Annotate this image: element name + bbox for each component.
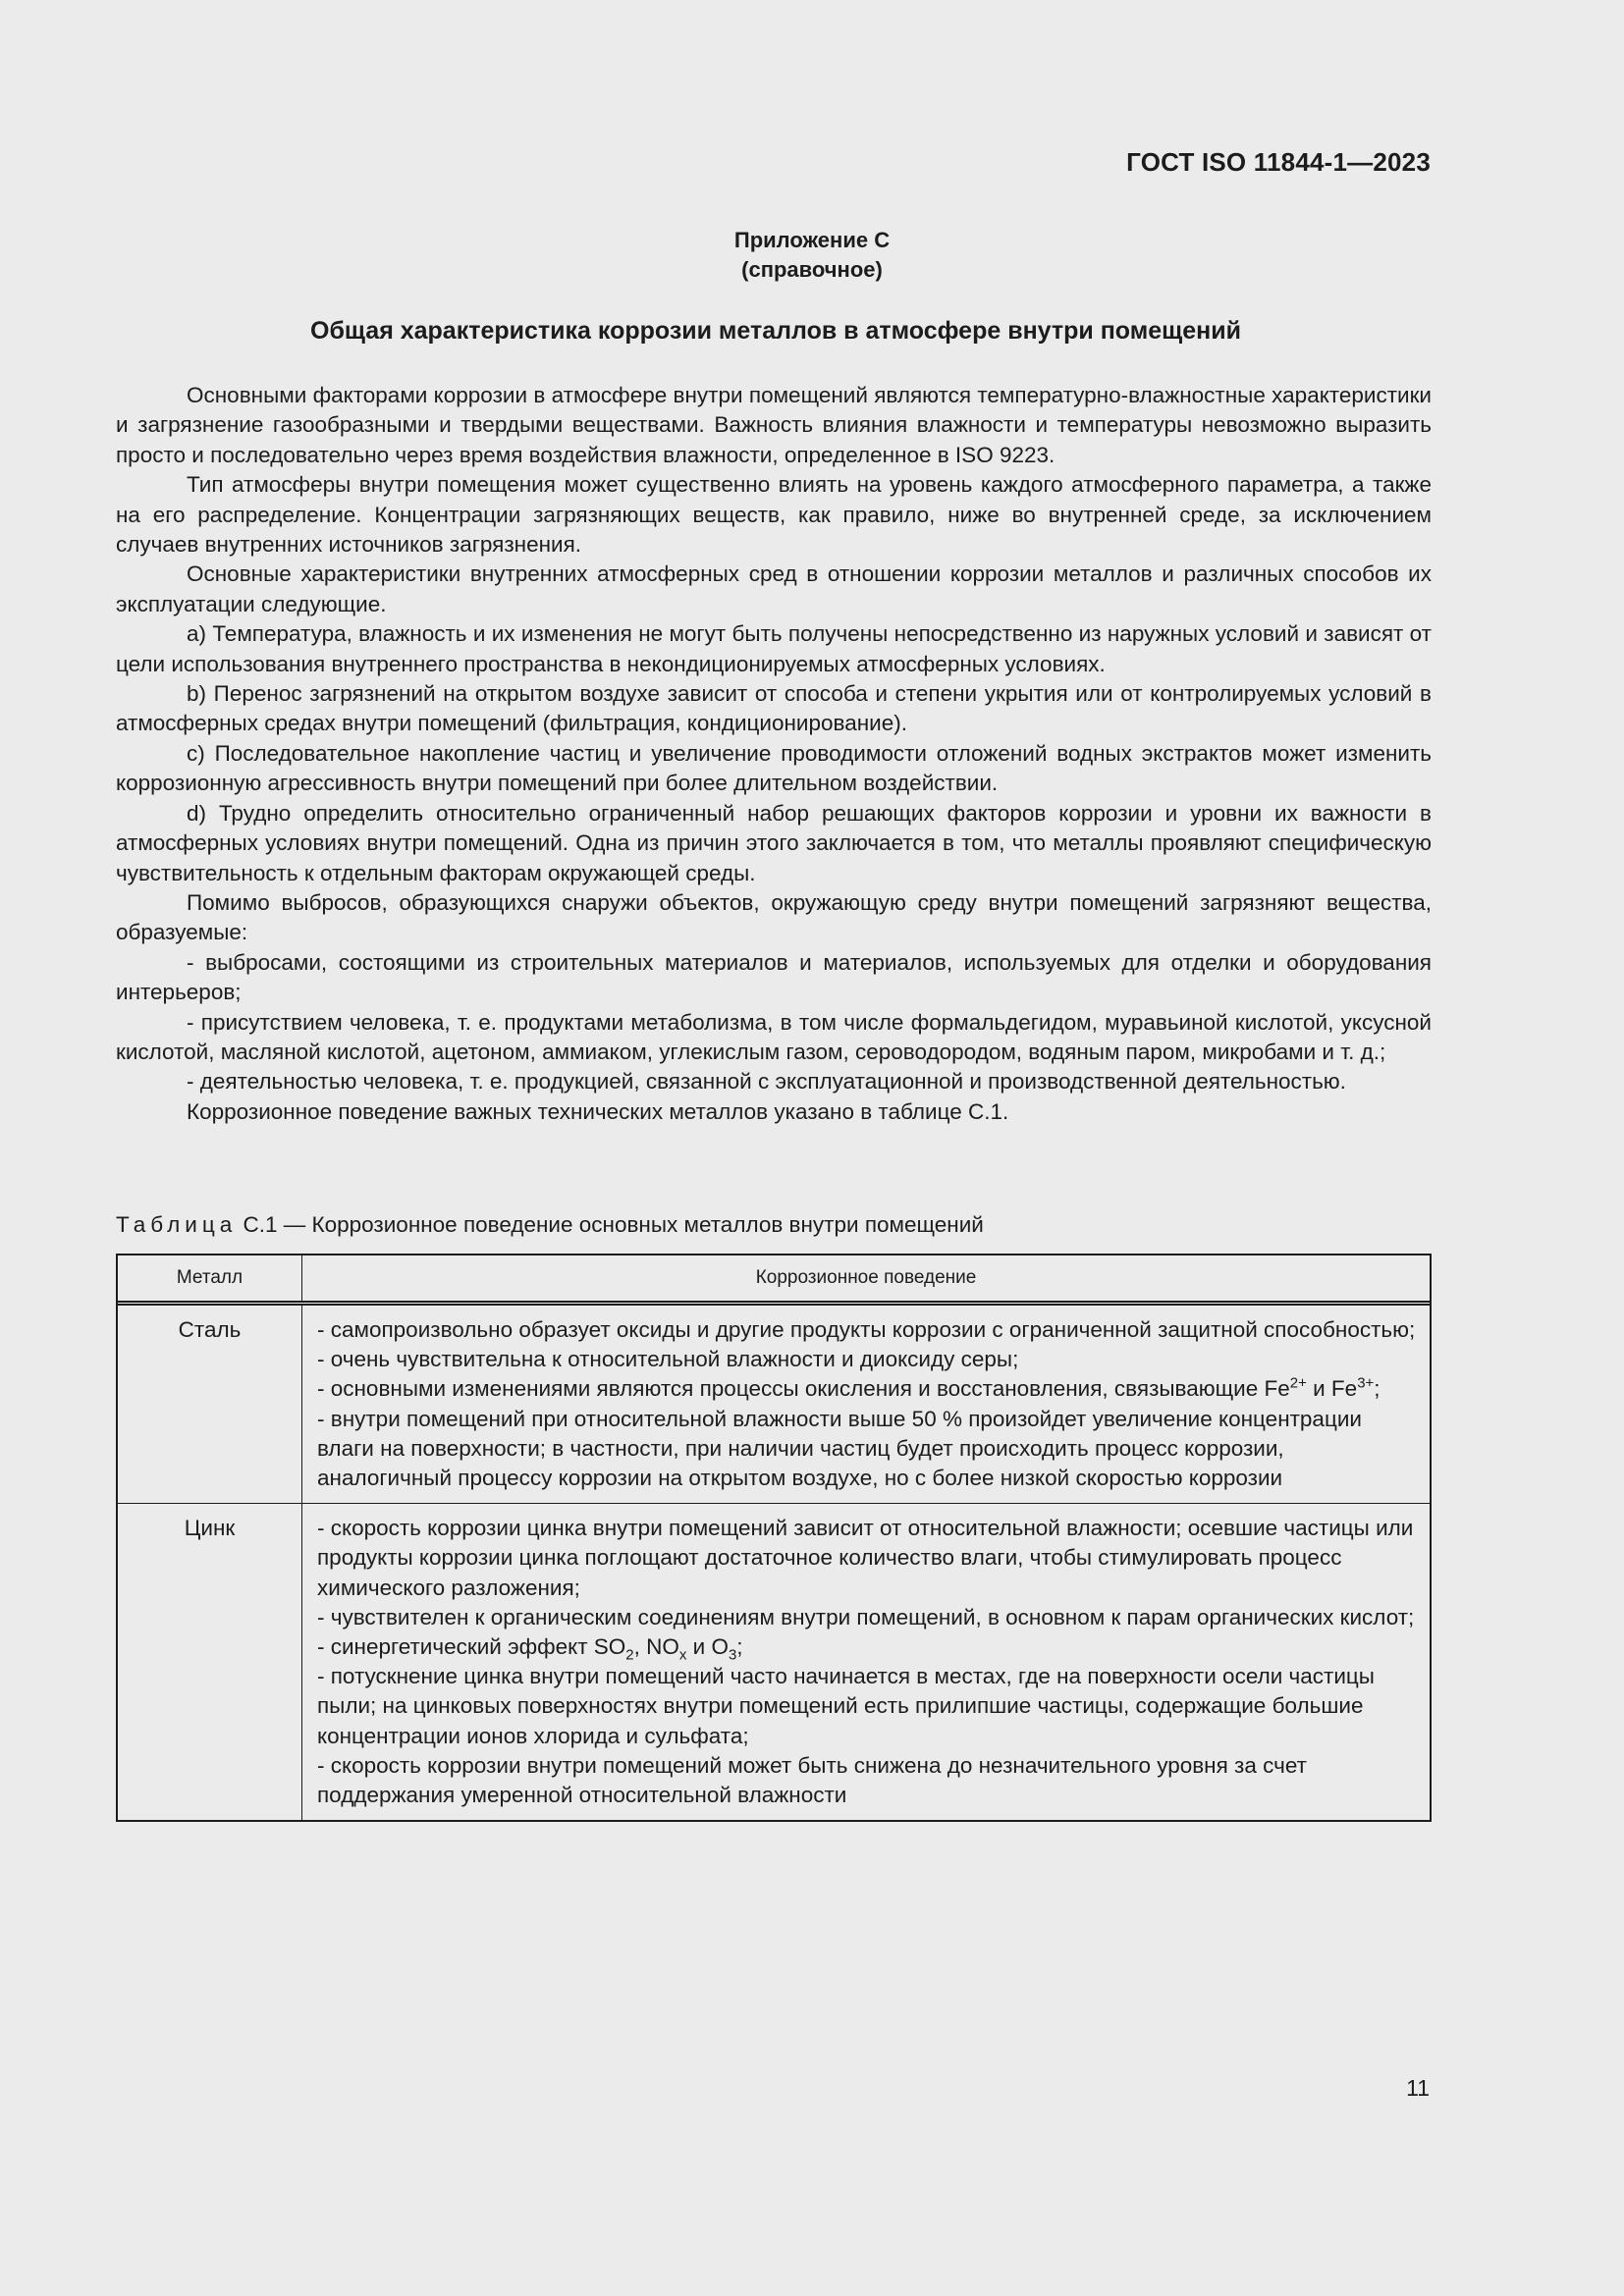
table-caption [116, 1212, 984, 1238]
appendix-heading [0, 226, 1624, 285]
behavior-line [317, 1374, 1416, 1404]
table-header-row [118, 1255, 1430, 1306]
behavior-line [317, 1632, 1416, 1662]
table-caption-text: С.1 — Коррозионное поведение основных металлов внутри помещений [243, 1212, 984, 1237]
behavior-text: - основными изменениями являются процессы окисления и восстановления, связывающие Fe [317, 1376, 1290, 1402]
header-metal: Металл [118, 1255, 302, 1301]
subscript: x [678, 1646, 687, 1664]
appendix-type: (справочное) [741, 257, 883, 282]
behavior-line: - скорость коррозии внутри помещений может быть снижена до незначительного уровня за счет поддержания умеренной относительной влажности [317, 1752, 1307, 1808]
behavior-line: - внутри помещений при относительной влажности выше 50 % произойдет увеличение концентрации влаги на поверхности; в частности, при наличии частиц будет происходить процесс коррозии, аналогичный процессу коррозии на открытом воздухе, но с более низкой скоростью коррозии [317, 1406, 1362, 1491]
behavior-line: - очень чувствительна к относительной влажности и диоксиду серы; [317, 1347, 1019, 1372]
behavior-text: ; [1374, 1376, 1380, 1402]
list-item: - выбросами, состоящими из строительных материалов и материалов, используемых для отделки и оборудования интерьеров; [116, 949, 1432, 1005]
cell-metal-zinc: Цинк [118, 1504, 302, 1820]
behavior-text: ; [736, 1634, 743, 1660]
cell-metal-steel: Сталь [118, 1306, 302, 1503]
table-row-zinc [118, 1503, 1430, 1820]
paragraph: Коррозионное поведение важных технических металлов указано в таблице С.1. [187, 1098, 1009, 1124]
header-behavior: Коррозионное поведение [755, 1267, 977, 1288]
paragraph-item-d: d) Трудно определить относительно ограниченный набор решающих факторов коррозии и уровни их важности в атмосферных условиях внутри помещений. Одна из причин этого заключается в том, что металлы проявляют специфическую чувствительность к отдельным факторам окружающей среды. [116, 800, 1432, 885]
cell-behavior-steel [302, 1306, 1430, 1503]
subscript: 3 [728, 1646, 737, 1664]
behavior-text: и Fe [1306, 1376, 1358, 1402]
paragraph-item-c: с) Последовательное накопление частиц и увеличение проводимости отложений водных экстрактов может изменить коррозионную агрессивность внутри помещений при более длительном воздействии. [116, 740, 1432, 796]
behavior-line: - потускнение цинка внутри помещений часто начинается в местах, где на поверхности осели частицы пыли; на цинковых поверхностях внутри помещений есть прилипшие частицы, содержащие большие концентрации ионов хлорида и сульфата; [317, 1664, 1375, 1748]
behavior-line: - скорость коррозии цинка внутри помещений зависит от относительной влажности; осевшие частицы или продукты коррозии цинка поглощают достаточное количество влаги, чтобы стимулировать процесс химического разложения; [317, 1516, 1414, 1600]
superscript: 2+ [1289, 1374, 1307, 1392]
appendix-name: Приложение С [733, 228, 891, 252]
corrosion-table [116, 1254, 1432, 1822]
table-caption-label: Таблица [116, 1212, 238, 1237]
body-text [116, 381, 1432, 1127]
list-item: - деятельностью человека, т. е. продукцией, связанной с эксплуатационной и производственной деятельностью. [187, 1069, 1346, 1095]
paragraph: Тип атмосферы внутри помещения может существенно влиять на уровень каждого атмосферного параметра, а также на его распределение. Концентрации загрязняющих веществ, как правило, ниже во внутренней среде, за исключением случаев внутренних источников загрязнения. [116, 472, 1432, 558]
page-number: 11 [1406, 2075, 1430, 2101]
superscript: 3+ [1357, 1374, 1375, 1392]
table-row-steel [118, 1306, 1430, 1503]
paragraph: Основные характеристики внутренних атмосферных сред в отношении коррозии металлов и различных способов их эксплуатации следующие. [116, 561, 1432, 616]
list-item: - присутствием человека, т. е. продуктами метаболизма, в том числе формальдегидом, муравьиной кислотой, уксусной кислотой, масляной кислотой, ацетоном, аммиаком, углекислым газом, сероводородом, водяным паром, микробами и т. д.; [116, 1009, 1432, 1064]
behavior-text: и O [686, 1634, 729, 1660]
paragraph-item-b: b) Перенос загрязнений на открытом воздухе зависит от способа и степени укрытия или от контролируемых условий в атмосферных средах внутри помещений (фильтрация, кондиционирование). [116, 681, 1432, 736]
cell-behavior-zinc [302, 1504, 1430, 1820]
subscript: 2 [625, 1646, 634, 1664]
paragraph-item-a: а) Температура, влажность и их изменения не могут быть получены непосредственно из наружных условий и зависят от цели использования внутреннего пространства в некондиционируемых атмосферных условиях. [116, 621, 1432, 676]
paragraph: Основными факторами коррозии в атмосфере внутри помещений являются температурно-влажностные характеристики и загрязнение газообразными и твердыми веществами. Важность влияния влажности и температуры невозможно выразить просто и последовательно через время воздействия влажности, определенное в ISO 9223. [116, 383, 1432, 467]
behavior-text: , NO [633, 1634, 679, 1660]
section-title: Общая характеристика коррозии металлов в атмосфере внутри помещений [310, 317, 1241, 345]
behavior-line: - самопроизвольно образует оксиды и другие продукты коррозии с ограниченной защитной способностью; [317, 1317, 1416, 1342]
behavior-line: - чувствителен к органическим соединениям внутри помещений, в основном к парам органических кислот; [317, 1604, 1415, 1629]
document-id-header: ГОСТ ISO 11844-1—2023 [1126, 147, 1431, 177]
behavior-text: - синергетический эффект SO [317, 1634, 626, 1660]
paragraph: Помимо выбросов, образующихся снаружи объектов, окружающую среду внутри помещений загрязняют вещества, образуемые: [116, 889, 1432, 945]
